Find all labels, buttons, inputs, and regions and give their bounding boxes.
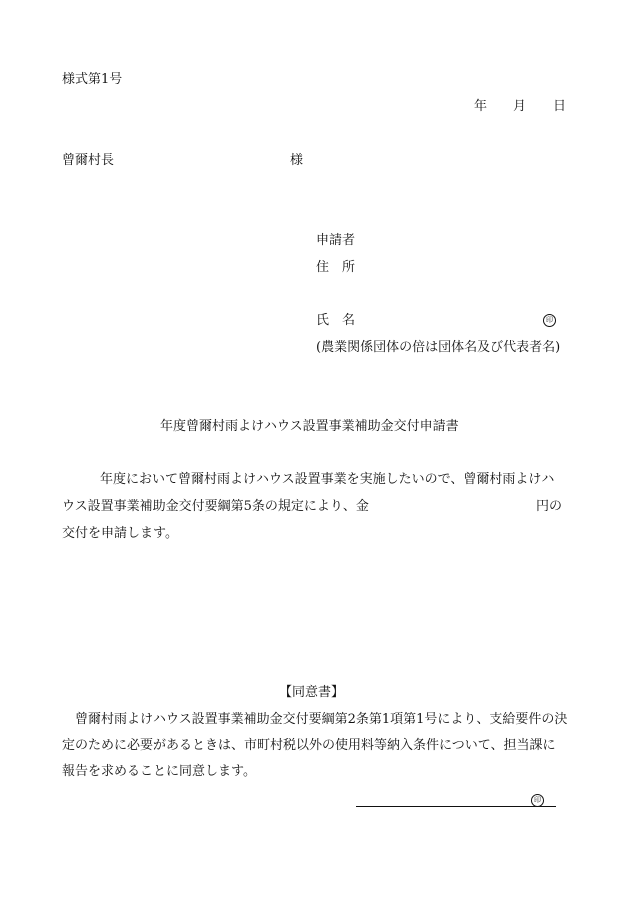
addressee-name: 曾爾村長: [62, 153, 115, 168]
body-line-3: 交付を申請します。: [62, 526, 178, 541]
consent-heading: 【同意書】: [279, 685, 345, 700]
date-day-label: 日: [553, 99, 567, 114]
date-month-label: 月: [513, 99, 527, 114]
consent-text: 曾爾村雨よけハウス設置事業補助金交付要綱第2条第1項第1号により、支給要件の決定のために必要があるときは、市町村税以外の使用料等納入条件について、担当課に報告を求めることに同意します。: [62, 712, 568, 779]
consent-signature-line: [356, 806, 556, 807]
form-number: 様式第1号: [62, 72, 123, 87]
date-year-label: 年: [474, 99, 488, 114]
document-title: 年度曾爾村雨よけハウス設置事業補助金交付申請書: [160, 419, 459, 434]
applicant-seal-icon: 印: [543, 314, 556, 327]
body-line-2: ウス設置事業補助金交付要綱第5条の規定により、金: [62, 499, 369, 514]
addressee-honorific: 様: [290, 153, 304, 168]
applicant-label: 申請者: [316, 233, 356, 248]
applicant-name-label: 氏 名: [316, 313, 356, 328]
consent-seal-icon: 印: [531, 794, 544, 807]
body-line-2-yen: 円の: [536, 499, 563, 514]
applicant-address-label: 住 所: [316, 260, 356, 275]
body-line-1: 年度において曾爾村雨よけハウス設置事業を実施したいので、曾爾村雨よけハ: [100, 472, 555, 487]
applicant-note: (農業関係団体の倍は団体名及び代表者名): [316, 340, 561, 355]
